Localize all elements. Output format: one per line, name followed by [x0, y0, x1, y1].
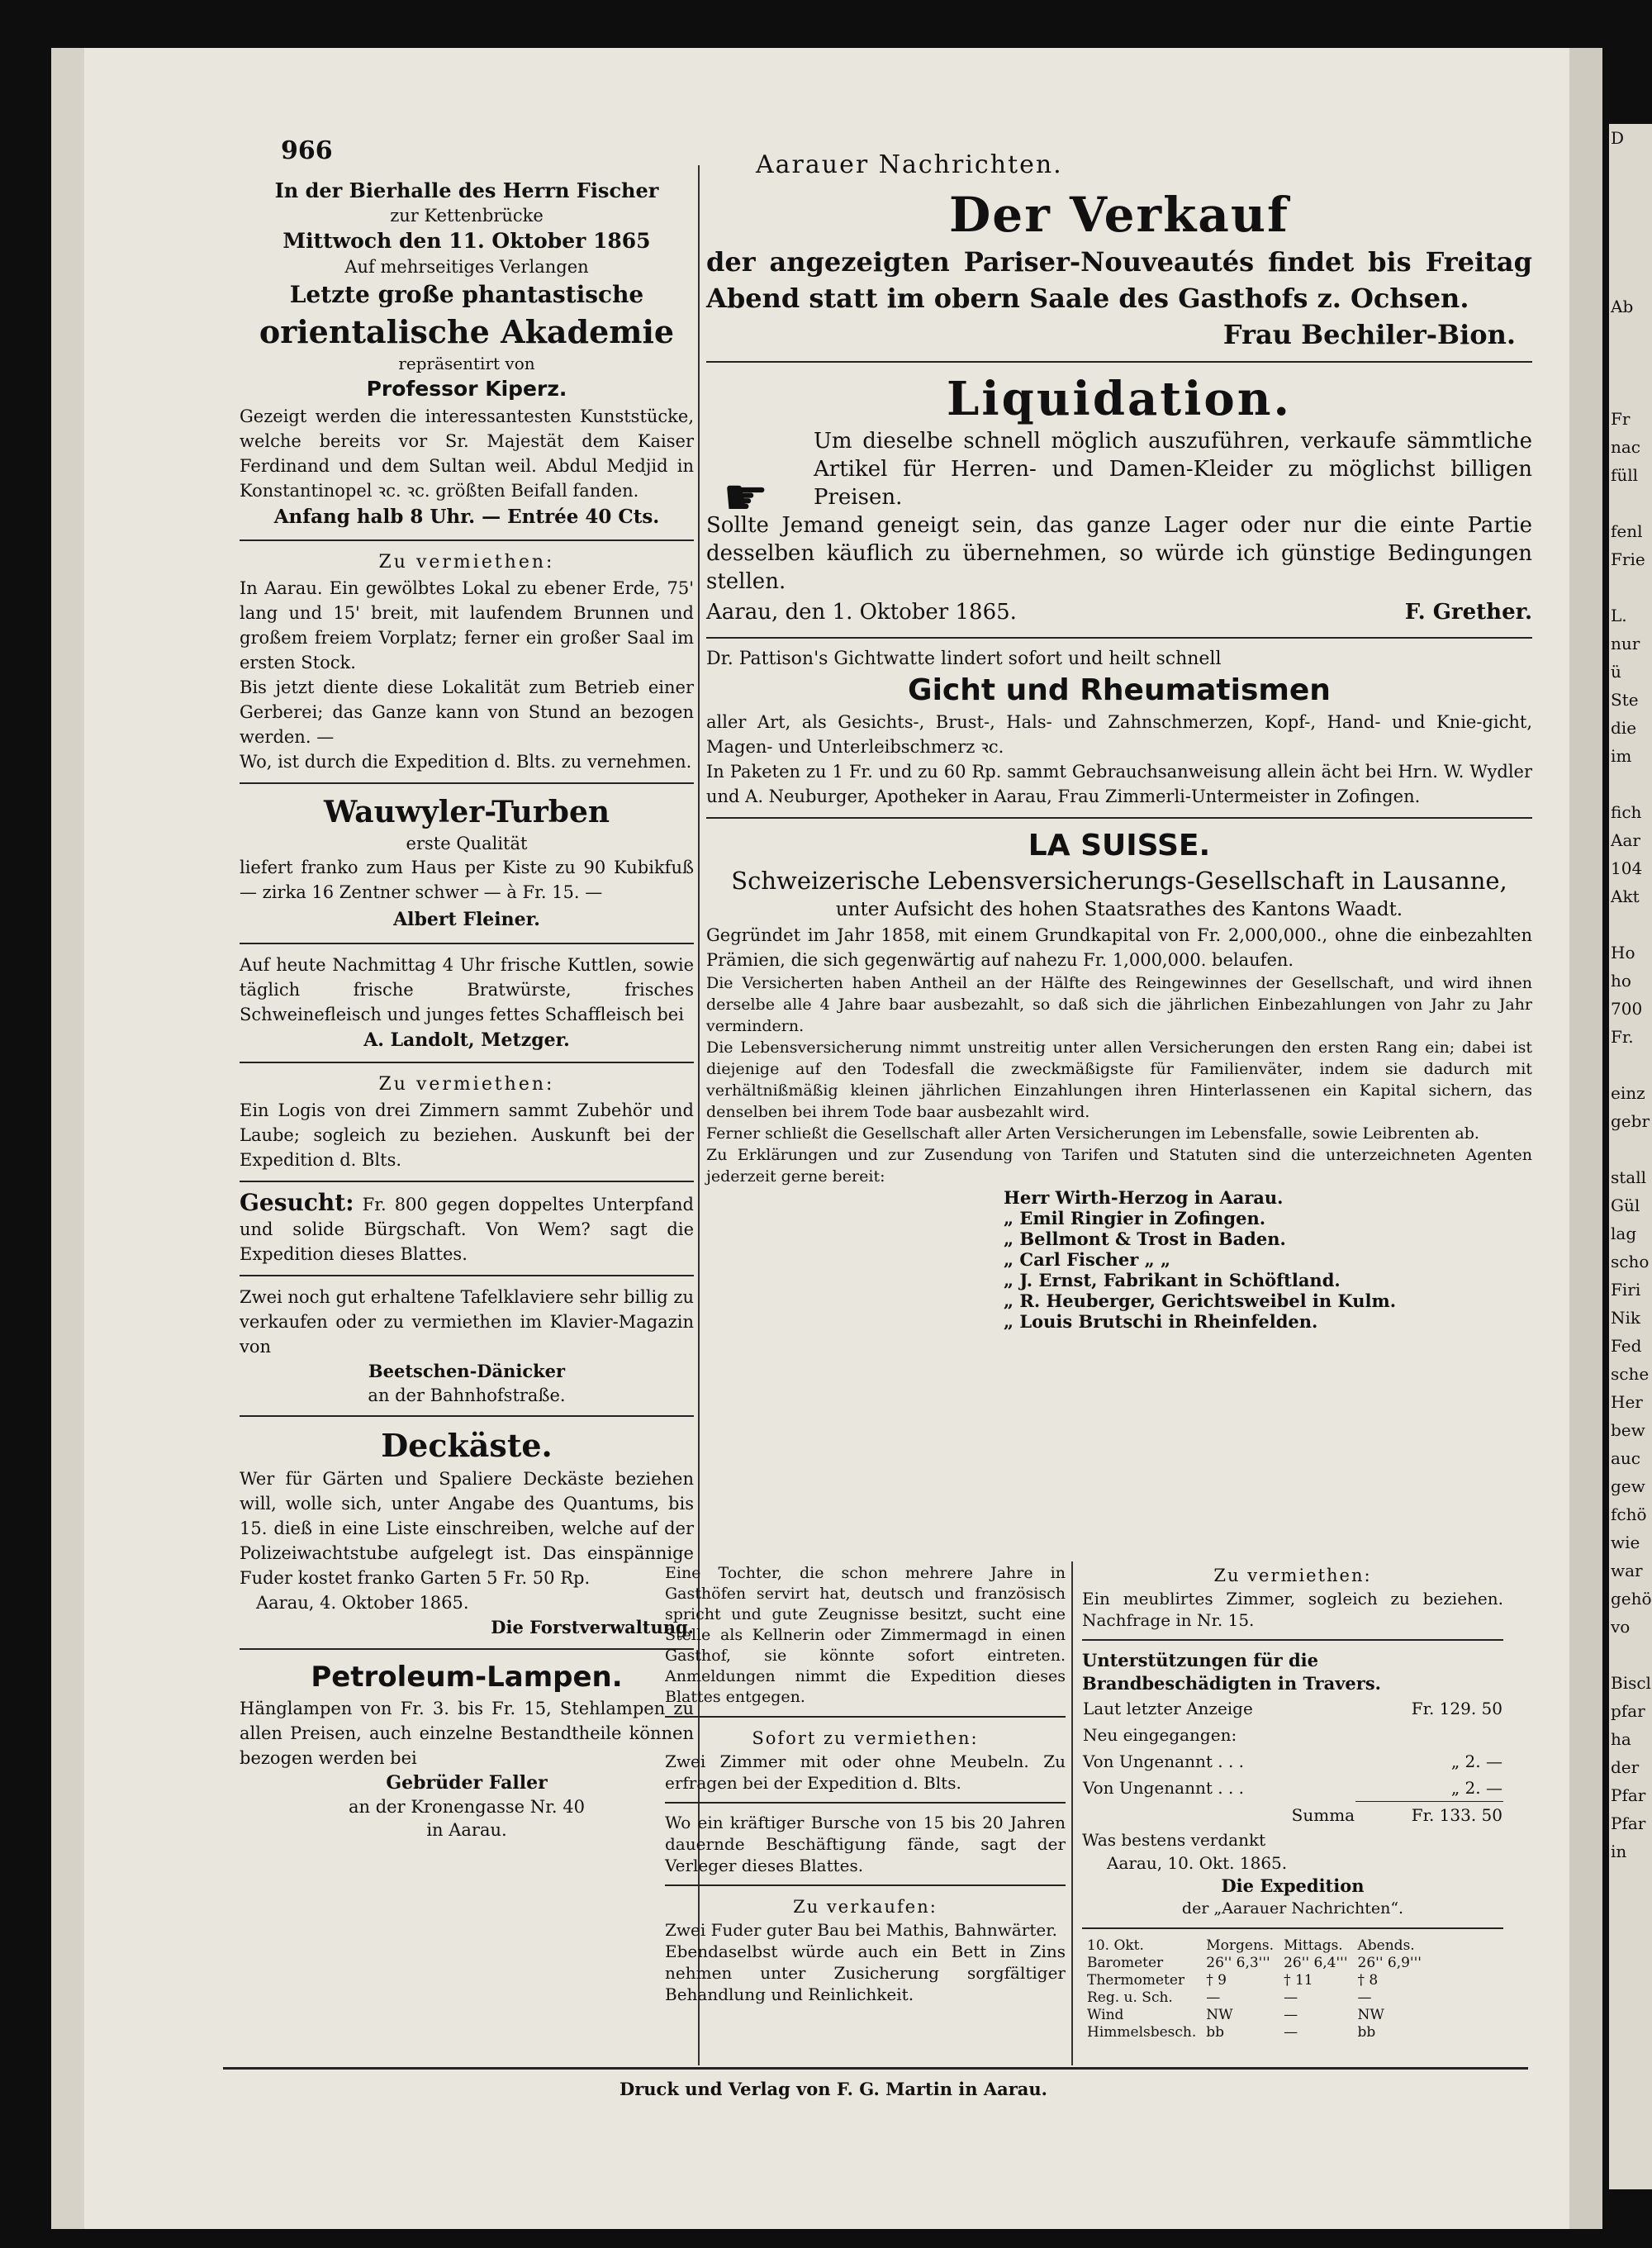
table-cell: — — [1284, 2024, 1298, 2041]
ad-headline: orientalische Akademie — [259, 313, 675, 350]
suisse-p1: Gegründet im Jahr 1858, mit einem Grundkapital von Fr. 2,000,000., ohne die einbezahlten Prämien, die sich gegenwärtig auf nahezu Fr. 1,000,000. belaufen. — [706, 925, 1532, 970]
verkauf-title: Der Verkauf — [949, 187, 1289, 243]
table-row — [1082, 1802, 1503, 1829]
gicht-p1: aller Art, als Gesichts-, Brust-, Hals- und Zahnschmerzen, Kopf-, Hand- und Knie-gicht, Magen- und Unterleibschmerz ꝛc. — [706, 712, 1532, 757]
gesucht-ad — [240, 1191, 694, 1267]
table-row — [1082, 1748, 1503, 1775]
divider — [706, 637, 1532, 639]
table-cell: „ 2. — — [1450, 1751, 1502, 1771]
strip-fragment: im — [1611, 746, 1632, 766]
table-cell: Wind — [1087, 2007, 1124, 2023]
turben-sub: erste Qualität — [406, 834, 528, 853]
strip-fragment: auc — [1611, 1448, 1641, 1468]
ad-line: Professor Kiperz. — [366, 377, 567, 401]
ad-bierhalle-footer: Anfang halb 8 Uhr. — Entrée 40 Cts. — [273, 506, 660, 528]
travers-sig1: Die Expedition — [1221, 1875, 1365, 1896]
turben-body: liefert franko zum Haus per Kiste zu 90 Kubikfuß — zirka 16 Zentner schwer — à Fr. 15. — — [240, 858, 694, 902]
strip-fragment: wie — [1611, 1533, 1640, 1552]
table-cell: 10. Okt. — [1087, 1937, 1144, 1954]
ad-line: zur Kettenbrücke — [390, 206, 544, 226]
lampen-sig1: Gebrüder Faller — [386, 1772, 548, 1794]
table-cell: † 11 — [1284, 1972, 1313, 1989]
table-cell: „ 2. — — [1450, 1778, 1502, 1798]
sofort-title: Sofort zu vermiethen: — [752, 1728, 979, 1748]
strip-fragment: gebr — [1611, 1111, 1650, 1131]
suisse-p4: Ferner schließt die Gesellschaft aller Arten Versicherungen im Lebensfalle, sowie Leibrenten ab. — [706, 1124, 1479, 1143]
strip-fragment: Aar — [1611, 830, 1640, 850]
strip-fragment: Her — [1611, 1392, 1643, 1412]
strip-fragment — [1609, 180, 1652, 208]
table-row — [1082, 1972, 1427, 1989]
agent-item: „ Bellmont & Trost in Baden. — [1004, 1229, 1286, 1249]
zimmer-body: Ein meublirtes Zimmer, sogleich zu beziehen. Nachfrage in Nr. 15. — [1082, 1589, 1503, 1630]
liquidation-footer — [706, 596, 1532, 629]
strip-fragment: füll — [1611, 465, 1639, 485]
divider — [240, 539, 694, 541]
strip-fragment: einz — [1611, 1083, 1645, 1103]
table-cell: NW — [1357, 2007, 1384, 2023]
vermiethen1-body — [240, 576, 694, 774]
table-cell: † 9 — [1206, 1972, 1227, 1989]
strip-fragment: der — [1611, 1757, 1640, 1777]
table-cell: Laut letzter Anzeige — [1083, 1699, 1253, 1718]
divider — [240, 782, 694, 784]
strip-fragment: Ste — [1611, 690, 1639, 710]
strip-fragment — [1609, 377, 1652, 405]
table-cell: 26'' 6,3''' — [1206, 1955, 1270, 1971]
table-cell: 26'' 6,9''' — [1357, 1955, 1422, 1971]
agent-item: „ Carl Fischer „ „ — [1004, 1249, 1171, 1270]
strip-fragment — [1609, 489, 1652, 517]
ad-line: Mittwoch den 11. Oktober 1865 — [282, 229, 651, 253]
weather-table — [1082, 1937, 1427, 2041]
bursche-body: Wo ein kräftiger Bursche von 15 bis 20 Jahren dauernde Beschäftigung fände, sagt der Verleger dieses Blattes. — [665, 1813, 1066, 1875]
table-row — [1082, 1722, 1503, 1748]
vermiethen2-body: Ein Logis von drei Zimmern sammt Zubehör und Laube; sogleich zu beziehen. Auskunft bei der Expedition d. Blts. — [240, 1100, 694, 1170]
verkaufen-title: Zu verkaufen: — [793, 1897, 938, 1917]
liquidation-date: Aarau, den 1. Oktober 1865. — [706, 600, 1017, 625]
strip-fragment: scho — [1611, 1252, 1650, 1271]
strip-fragment: gew — [1611, 1476, 1645, 1496]
verkauf-body: der angezeigten Pariser-Nouveautés findet bis Freitag Abend statt im obern Saale des Gasthofs z. Ochsen. — [706, 246, 1532, 314]
paragraph: Wo, ist durch die Expedition d. Blts. zu vernehmen. — [240, 752, 692, 772]
klaviere-sig2: an der Bahnhofstraße. — [368, 1385, 566, 1405]
table-cell: Abends. — [1357, 1937, 1415, 1954]
table-cell: — — [1284, 2007, 1298, 2023]
table-cell: — — [1206, 1989, 1221, 2006]
travers-thanks: Was bestens verdankt — [1082, 1830, 1266, 1850]
ad-line: Auf mehrseitiges Verlangen — [344, 257, 589, 277]
verkauf-sig: Frau Bechiler-Bion. — [1222, 319, 1516, 350]
strip-fragment — [1609, 910, 1652, 939]
strip-fragment: 700 — [1611, 999, 1643, 1019]
kuttlen-sig: A. Landolt, Metzger. — [363, 1029, 570, 1051]
lower-right-column — [1082, 1563, 1503, 2041]
strip-fragment — [1609, 573, 1652, 601]
strip-fragment: Ho — [1611, 943, 1635, 962]
strip-fragment: stall — [1611, 1167, 1647, 1187]
table-cell: Barometer — [1087, 1955, 1164, 1971]
divider — [240, 1415, 694, 1417]
table-cell: Reg. u. Sch. — [1087, 1989, 1173, 2006]
agent-item: „ R. Heuberger, Gerichtsweibel in Kulm. — [1004, 1290, 1397, 1311]
strip-fragment — [1609, 236, 1652, 264]
table-cell: Morgens. — [1206, 1937, 1275, 1954]
table-row — [1082, 2024, 1427, 2041]
strip-fragment — [1609, 264, 1652, 292]
table-cell — [1355, 1722, 1503, 1748]
strip-fragment: gehö — [1611, 1589, 1652, 1609]
strip-fragment — [1609, 349, 1652, 377]
strip-fragment: ha — [1611, 1729, 1631, 1749]
strip-fragment: fchö — [1611, 1504, 1647, 1524]
column-divider-lower — [1071, 1561, 1073, 2065]
liquidation-p1: Um dieselbe schnell möglich auszuführen, verkaufe sämmtliche Artikel für Herren- und Damen-Kleider zu möglichst billigen Preisen. — [814, 429, 1532, 510]
strip-fragment: fich — [1611, 802, 1642, 822]
table-cell: † 8 — [1357, 1972, 1379, 1989]
travers-sig2: der „Aarauer Nachrichten“. — [1181, 1899, 1404, 1918]
suisse-agents — [706, 1187, 1532, 1332]
table-cell: — — [1284, 1989, 1298, 2006]
strip-fragment: Fed — [1611, 1336, 1642, 1356]
strip-fragment: L. — [1611, 606, 1627, 625]
gicht-title: Gicht und Rheumatismen — [908, 673, 1331, 707]
table-row — [1082, 1775, 1503, 1802]
paragraph: Bis jetzt diente diese Lokalität zum Betrieb einer Gerberei; das Ganze kann von Stund an bezogen werden. — — [240, 677, 694, 747]
strip-fragment — [1609, 208, 1652, 236]
table-cell: Von Ungenannt . . . — [1083, 1751, 1245, 1771]
strip-fragment: Ab — [1611, 297, 1634, 316]
table-cell: Summa — [1291, 1804, 1355, 1825]
gesucht-body: Fr. 800 gegen doppeltes Unterpfand und solide Bürgschaft. Von Wem? sagt die Expedition dieses Blattes. — [240, 1195, 694, 1264]
gicht-lead: Dr. Pattison's Gichtwatte lindert sofort und heilt schnell — [706, 649, 1222, 669]
suisse-sub1: Schweizerische Lebensversicherungs-Gesellschaft in Lausanne, — [731, 867, 1507, 895]
running-head: Aarauer Nachrichten. — [756, 150, 1063, 179]
divider — [240, 943, 694, 944]
left-column — [240, 178, 694, 1842]
strip-fragment: Firi — [1611, 1280, 1641, 1300]
liquidation-title: Liquidation. — [947, 372, 1292, 426]
strip-fragment: Pfar — [1611, 1813, 1646, 1833]
strip-fragment: Akt — [1611, 886, 1640, 906]
strip-fragment: war — [1611, 1561, 1643, 1580]
strip-fragment: lag — [1611, 1224, 1637, 1243]
suisse-sub2: unter Aufsicht des hohen Staatsrathes des Kantons Waadt. — [835, 899, 1403, 920]
divider — [240, 1275, 694, 1276]
klaviere-sig1: Beetschen-Dänicker — [368, 1361, 566, 1381]
strip-fragment: sche — [1611, 1364, 1650, 1384]
turben-title: Wauwyler-Turben — [323, 795, 610, 829]
gicht-p2: In Paketen zu 1 Fr. und zu 60 Rp. sammt Gebrauchsanweisung allein ächt bei Hrn. W. Wydler und A. Neuburger, Apotheker in Aarau, Frau Zimmerli-Untermeister in Zofingen. — [706, 762, 1532, 806]
strip-fragment: D — [1611, 128, 1625, 148]
strip-fragment — [1609, 770, 1652, 798]
strip-fragment: in — [1611, 1842, 1627, 1861]
sofort-body: Zwei Zimmer mit oder ohne Meubeln. Zu erfragen bei der Expedition d. Blts. — [665, 1751, 1066, 1793]
pointing-hand-icon: ☛ — [723, 467, 769, 527]
table-cell: — — [1357, 1989, 1372, 2006]
lampen-title: Petroleum-Lampen. — [311, 1661, 623, 1694]
strip-fragment: pfar — [1611, 1701, 1645, 1721]
divider — [240, 1062, 694, 1063]
travers-table — [1082, 1695, 1503, 1828]
page-stack-edge — [51, 48, 84, 2229]
table-row — [1082, 1989, 1427, 2007]
deckaeste-title: Deckäste. — [381, 1427, 553, 1464]
divider — [665, 1884, 1066, 1886]
ad-line: In der Bierhalle des Herrn Fischer — [274, 178, 659, 202]
vermiethen1-title: Zu vermiethen: — [378, 552, 555, 573]
liquidation-sig: F. Grether. — [1404, 600, 1532, 625]
travers-date: Aarau, 10. Okt. 1865. — [1107, 1853, 1288, 1873]
strip-fragment: ü — [1611, 662, 1621, 682]
suisse-p3: Die Lebensversicherung nimmt unstreitig unter allen Versicherungen den ersten Rang ein; dabei ist diejenige auf den Todesfall die zweckmäßigste für Familienväter, indem sie dadurch mit verhältnißmäßig kleinen jährlichen Einzahlungen ihren Hinterlassenen ein Kapital sichern, das denselben bei ihrem Tode baar ausbezahlt wird. — [706, 1038, 1532, 1121]
suisse-title: LA SUISSE. — [1028, 829, 1211, 863]
page-gutter — [1569, 48, 1602, 2229]
paragraph: In Aarau. Ein gewölbtes Lokal zu ebener Erde, 75' lang und 15' breit, mit laufendem Brunnen und großem freiem Vorplatz; ferner ein großer Saal im ersten Stock. — [240, 578, 694, 672]
kuttlen-body: Auf heute Nachmittag 4 Uhr frische Kuttlen, sowie täglich frische Bratwürste, frisches Schweinefleisch und junges fettes Schaffleisch bei — [240, 955, 694, 1024]
strip-fragment — [1609, 1135, 1652, 1163]
strip-fragment — [1609, 321, 1652, 349]
strip-fragment: ho — [1611, 971, 1631, 991]
liquidation-p2: Sollte Jemand geneigt sein, das ganze Lager oder nur die einte Partie desselben käuflich zu übernehmen, so würde ich günstige Bedingungen stellen. — [706, 513, 1532, 594]
gesucht-lead: Gesucht: — [240, 1189, 354, 1216]
ad-line: Letzte große phantastische — [289, 281, 644, 308]
lampen-sig2: an der Kronengasse Nr. 40 — [349, 1797, 585, 1817]
turben-sig: Albert Fleiner. — [393, 909, 540, 930]
table-row — [1082, 1695, 1503, 1722]
strip-fragment: nac — [1611, 437, 1641, 457]
table-row — [1082, 1955, 1427, 1972]
table-row — [1082, 2007, 1427, 2024]
adjacent-page-strip — [1609, 124, 1652, 2189]
strip-fragment: bew — [1611, 1420, 1645, 1440]
table-cell: Fr. 129. 50 — [1411, 1699, 1502, 1718]
divider — [665, 1716, 1066, 1718]
klaviere-body: Zwei noch gut erhaltene Tafelklaviere sehr billig zu verkaufen oder zu vermiethen im Klavier-Magazin von — [240, 1287, 694, 1357]
table-cell: Himmelsbesch. — [1087, 2024, 1197, 2041]
strip-fragment — [1609, 152, 1652, 180]
strip-fragment: Fr. — [1611, 1027, 1634, 1047]
table-cell: Mittags. — [1284, 1937, 1343, 1954]
page-number: 966 — [281, 136, 333, 165]
page-footer: Druck und Verlag von F. G. Martin in Aarau. — [620, 2079, 1047, 2099]
agent-item: Herr Wirth-Herzog in Aarau. — [1004, 1187, 1284, 1208]
divider — [240, 1648, 694, 1650]
strip-fragment: vo — [1611, 1617, 1631, 1637]
deckaeste-sig: Die Forstverwaltung. — [491, 1617, 694, 1637]
divider — [706, 361, 1532, 363]
divider — [706, 817, 1532, 819]
agent-item: „ Emil Ringier in Zofingen. — [1004, 1208, 1266, 1229]
strip-fragment: Nik — [1611, 1308, 1641, 1328]
bottom-rule — [223, 2067, 1528, 2070]
lampen-body: Hänglampen von Fr. 3. bis Fr. 15, Stehlampen zu allen Preisen, auch einzelne Bestandtheile können bezogen werden bei — [240, 1699, 694, 1768]
deckaeste-body: Wer für Gärten und Spaliere Deckäste beziehen will, wolle sich, unter Angabe des Quantums, bis 15. dieß in eine Liste einschreiben, welche auf der Polizeiwachtstube aufgelegt ist. Das einspännige Fuder kostet franko Garten 5 Fr. 50 Rp. — [240, 1469, 694, 1588]
lampen-sig3: in Aarau. — [426, 1820, 507, 1840]
strip-fragment: Gül — [1611, 1195, 1640, 1215]
table-cell: Fr. 133. 50 — [1355, 1802, 1503, 1829]
table-cell: 26'' 6,4''' — [1284, 1955, 1348, 1971]
table-cell: bb — [1206, 2024, 1225, 2041]
table-cell: Thermometer — [1087, 1972, 1185, 1989]
lower-middle-column — [665, 1563, 1066, 2005]
deckaeste-date: Aarau, 4. Oktober 1865. — [256, 1593, 469, 1613]
table-cell: Neu eingegangen: — [1083, 1725, 1237, 1745]
zimmer-title: Zu vermiethen: — [1213, 1566, 1372, 1585]
strip-fragment — [1609, 1051, 1652, 1079]
tochter-body: Eine Tochter, die schon mehrere Jahre in Gasthöfen servirt hat, deutsch und französisch spricht und gute Zeugnisse besitzt, sucht eine Stelle als Kellnerin oder Zimmermagd in einen Gasthof, sie könnte sofort eintreten. Anmeldungen nimmt die Expedition dieses Blattes entgegen. — [665, 1564, 1066, 1706]
travers-title: Unterstützungen für die Brandbeschädigten in Travers. — [1082, 1650, 1381, 1694]
strip-fragment: 104 — [1611, 858, 1643, 878]
ad-line: repräsentirt von — [398, 354, 535, 373]
table-cell: NW — [1206, 2007, 1233, 2023]
ad-bierhalle-body: Gezeigt werden die interessantesten Kunststücke, welche bereits vor Sr. Majestät dem Kaiser Ferdinand und dem Sultan weil. Abdul Medjid in Konstantinopel ꝛc. ꝛc. größten Beifall fanden. — [240, 406, 694, 501]
strip-fragment: Pfar — [1611, 1785, 1646, 1805]
table-cell: bb — [1357, 2024, 1376, 2041]
strip-fragment — [1609, 1641, 1652, 1669]
agent-item: „ Louis Brutschi in Rheinfelden. — [1004, 1311, 1318, 1332]
verkaufen-body: Zwei Fuder guter Bau bei Mathis, Bahnwärter. — [665, 1920, 1057, 1940]
divider — [240, 1181, 694, 1182]
table-cell: Von Ungenannt . . . — [1083, 1778, 1245, 1799]
divider — [1082, 1927, 1503, 1929]
vermiethen2-title: Zu vermiethen: — [378, 1074, 555, 1095]
strip-fragment: Frie — [1611, 549, 1645, 569]
strip-fragment: Biscl — [1611, 1673, 1651, 1693]
suisse-p2: Die Versicherten haben Antheil an der Hälfte des Reingewinnes der Gesellschaft, und wird ihnen derselbe alle 4 Jahre baar ausbezahlt, so daß sich die jährlichen Einbezahlungen von Jahr zu Jahr vermindern. — [706, 974, 1532, 1035]
suisse-p5: Zu Erklärungen und zur Zusendung von Tarifen und Statuten sind die unterzeichneten Agenten jederzeit gerne bereit: — [706, 1146, 1532, 1186]
divider — [1082, 1639, 1503, 1641]
right-column — [706, 186, 1532, 1332]
strip-fragment: Fr — [1611, 409, 1631, 429]
strip-fragment: fenl — [1611, 521, 1643, 541]
table-row — [1082, 1937, 1427, 1955]
ad-bierhalle — [240, 178, 694, 404]
strip-fragment: die — [1611, 718, 1637, 738]
agent-item: „ J. Ernst, Fabrikant in Schöftland. — [1004, 1270, 1341, 1290]
verkaufen-p2: Ebendaselbst würde auch ein Bett in Zins nehmen unter Zusicherung sorgfältiger Behandlung und Reinlichkeit. — [665, 1941, 1066, 2004]
strip-fragment: nur — [1611, 634, 1640, 653]
divider — [665, 1802, 1066, 1804]
